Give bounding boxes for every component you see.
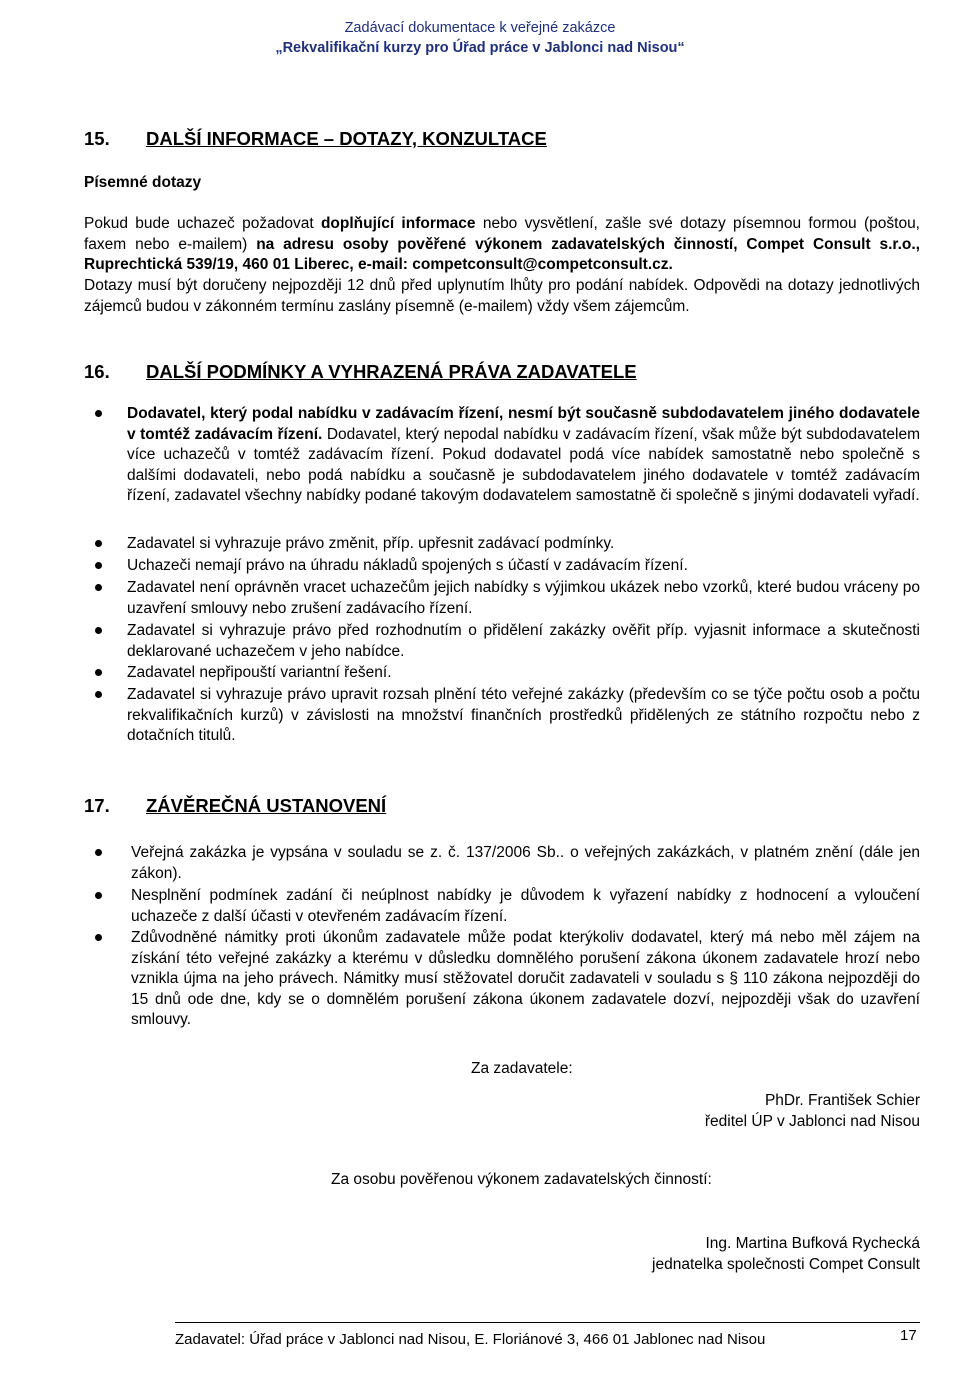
bullet-icon [95,540,102,547]
footer-text: Zadavatel: Úřad práce v Jablonci nad Nisou, E. Floriánové 3, 466 01 Jablonec nad Nisou [175,1331,766,1348]
text-bold: na adresu osoby pověřené výkonem zadavatelských činností, Compet Consult s.r.o., Ruprechtická 539/19, 460 01 Liberec, e-mail: competconsult@competconsult.cz. [84,235,920,273]
list-item: Zadavatel si vyhrazuje právo upravit rozsah plnění této veřejné zakázky (především co se týče počtu osob a počtu rekvalifikačních kurzů) v závislosti na množství finančních prostředků přidělených ze státního rozpočtu nebo z dotačních titulů. [127,686,920,744]
signature-block-2 [652,1233,920,1275]
list-item: Zdůvodněné námitky proti úkonům zadavatele může podat kterýkoliv dodavatel, který má nebo měl zájem na získání této veřejné zakázky a kterému v důsledku domnělého porušení zákona úkonem zadavatele hrozí nebo vznikla újma na jeho právech. Námitky musí stěžovatel doručit zadavateli v souladu s § 110 zákona nejpozději do 15 dnů ode dne, kdy se o domnělém porušení zákona úkonem zadavatele dozví, nejpozději však do uzavření smlouvy. [131,929,920,1028]
signatory-name: PhDr. František Schier [764,1092,920,1109]
bullet-icon [95,849,102,856]
signature-label-delegate: Za osobu pověřenou výkonem zadavatelských činností: [331,1171,712,1188]
list-item [127,404,920,507]
section-15-heading [84,128,547,150]
bullet-icon [95,691,102,698]
text-span: nebo vysvětlení, zašle své dotazy písemnou formou (poštou, faxem nebo e-mailem) [84,215,920,253]
subsection-title: Písemné dotazy [84,174,202,191]
section-number: 15. [84,128,110,149]
list-item: Zadavatel není oprávněn vracet uchazečům jejich nabídky s výjimkou ukázek nebo vzorků, které budou vráceny po uzavření smlouvy nebo zrušení zadávacího řízení. [127,579,920,617]
doc-header-title: Zadávací dokumentace k veřejné zakázce [344,20,616,36]
page-number: 17 [900,1327,917,1344]
section-16-heading [84,361,637,383]
bullet-icon [95,562,102,569]
section-title: DALŠÍ INFORMACE – DOTAZY, KONZULTACE [146,128,547,149]
signatory-name: Ing. Martina Bufková Rychecká [705,1235,920,1252]
paragraph-deadline [84,276,920,317]
text-bold: doplňující informace [320,215,476,232]
signatory-role: ředitel ÚP v Jablonci nad Nisou [704,1113,920,1130]
section-17-heading [84,795,386,817]
section-title: ZÁVĚREČNÁ USTANOVENÍ [146,795,387,816]
text-span: Odpovědi na dotazy jednotlivých zájemců budou v zákonném termínu zaslány písemně (e-mailem) vždy všem zájemcům. [84,277,920,315]
bullet-icon [95,669,102,676]
footer-divider [175,1322,920,1323]
bullet-icon [95,584,102,591]
section-number: 17. [84,795,110,816]
list-item: Veřejná zakázka je vypsána v souladu se z. č. 137/2006 Sb.. o veřejných zakázkách, v platném znění (dále jen zákon). [131,844,920,882]
text-span: Dotazy musí být doručeny nejpozději 12 dnů před uplynutím lhůty pro podání nabídek. [84,277,689,294]
section-number: 16. [84,361,110,382]
bullet-icon [95,892,102,899]
text-span: Dodavatel, který nepodal nabídku v zadávacím řízení, však může být subdodavatelem více uchazečů v tomtéž zadávacím řízení. Pokud dodavatel podá více nabídek samostatně nebo společně s dalšími dodavateli, nebo podá nabídku a současně je subdodavatelem jiného dodavatele v tomtéž zadávacím řízení, zadavatel všechny nabídky podané takovým dodavatelem samostatně či společně s jinými dodavateli vyřadí. [127,425,920,504]
section-title: DALŠÍ PODMÍNKY A VYHRAZENÁ PRÁVA ZADAVATELE [146,361,637,382]
signature-label-contracting-authority: Za zadavatele: [471,1060,573,1077]
text-span: Pokud bude uchazeč požadovat [84,215,321,232]
list-item: Zadavatel si vyhrazuje právo změnit, příp. upřesnit zadávací podmínky. [127,535,615,552]
list-item: Zadavatel si vyhrazuje právo před rozhodnutím o přidělení zakázky ověřit příp. vyjasnit informace a skutečnosti deklarované uchazečem v jeho nabídce. [127,622,920,660]
list-item: Zadavatel nepřipouští variantní řešení. [127,664,392,681]
bullet-icon [95,627,102,634]
doc-header-subtitle: „Rekvalifikační kurzy pro Úřad práce v Jablonci nad Nisou“ [275,40,685,56]
bullet-icon [95,934,102,941]
list-item: Nesplnění podmínek zadání či neúplnost nabídky je důvodem k vyřazení nabídky z hodnocení a vyloučení uchazeče z další účasti v otevřeném zadávacím řízení. [131,887,920,925]
list-item: Uchazeči nemají právo na úhradu nákladů spojených s účastí v zadávacím řízení. [127,557,688,574]
bullet-icon [95,410,102,417]
signatory-role: jednatelka společnosti Compet Consult [652,1256,920,1273]
text-bold: Dodavatel, který podal nabídku v zadávacím řízení, nesmí být současně subdodavatelem jiného dodavatele v tomtéž zadávacím řízení. [127,405,920,443]
signature-block-1 [705,1090,920,1132]
paragraph-written-questions [84,214,920,276]
